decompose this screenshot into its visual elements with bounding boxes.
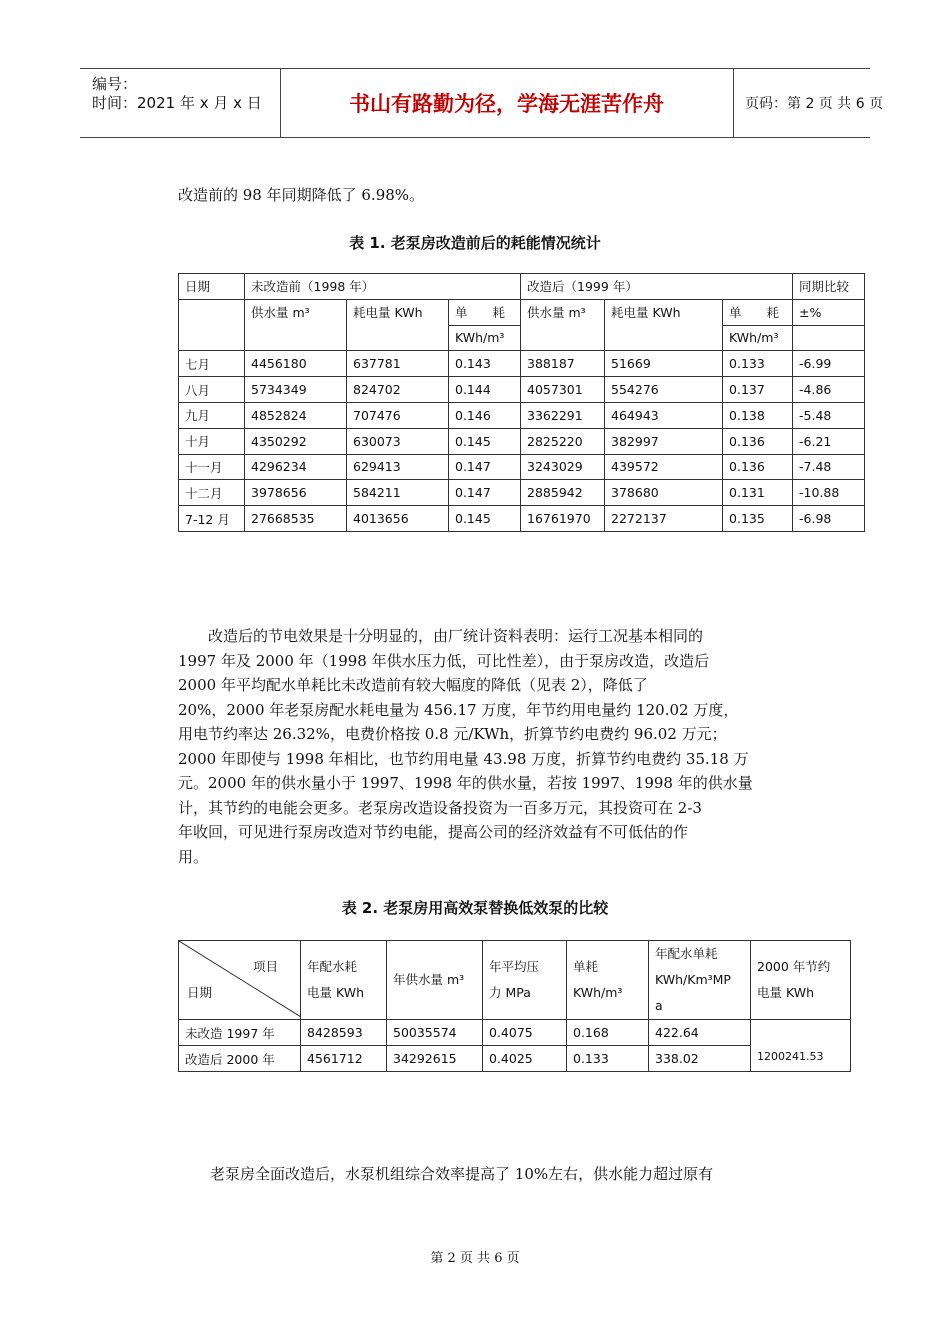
table-cell: 2272137 bbox=[605, 506, 723, 532]
table-row bbox=[179, 351, 865, 377]
table-cell: 464943 bbox=[605, 402, 723, 428]
table-cell: 5734349 bbox=[245, 377, 347, 403]
header-annual-power: 年配水耗 电量 KWh bbox=[301, 941, 387, 1020]
header-meta bbox=[80, 69, 281, 137]
table-cell: 0.146 bbox=[449, 402, 521, 428]
diagonal-header-cell bbox=[179, 941, 301, 1020]
table-row bbox=[179, 402, 865, 428]
table-cell: 0.136 bbox=[723, 454, 793, 480]
table-cell: 2825220 bbox=[521, 428, 605, 454]
page-footer: 第 2 页 共 6 页 bbox=[430, 1251, 520, 1266]
diag-item-label: 项目 bbox=[252, 959, 278, 974]
doc-number-label: 编号： bbox=[92, 75, 138, 93]
table-cell: 3362291 bbox=[521, 402, 605, 428]
table-cell: -5.48 bbox=[793, 402, 865, 428]
table-cell: 637781 bbox=[347, 351, 449, 377]
table-cell: 51669 bbox=[605, 351, 723, 377]
table-cell: 0.144 bbox=[449, 377, 521, 403]
header-pct: ±% bbox=[793, 299, 865, 325]
table-cell: 0.137 bbox=[723, 377, 793, 403]
table-cell: 388187 bbox=[521, 351, 605, 377]
table-row bbox=[179, 506, 865, 532]
table-row: 改造后 2000 年 4561712 34292615 0.4025 0.133 338.02 bbox=[179, 1046, 851, 1072]
table-cell: 4350292 bbox=[245, 428, 347, 454]
table-cell: 十一月 bbox=[179, 454, 245, 480]
header-saving-2000: 2000 年节约 电量 KWh bbox=[751, 941, 851, 1020]
header-water-2: 供水量 m³ bbox=[521, 299, 605, 325]
table-cell: 0.131 bbox=[723, 480, 793, 506]
diagonal-line bbox=[179, 941, 301, 1017]
table-cell: 0.147 bbox=[449, 454, 521, 480]
table-cell: 4013656 bbox=[347, 506, 449, 532]
table-cell: 0.133 bbox=[723, 351, 793, 377]
paragraph-line: 2000 年即使与 1998 年相比，也节约用电量 43.98 万度，折算节约电费约 35.18 万 bbox=[178, 749, 749, 768]
closing-line: 老泵房全面改造后，水泵机组综合效率提高了 10%左右，供水能力超过原有 bbox=[210, 1165, 714, 1183]
table-cell: -6.98 bbox=[793, 506, 865, 532]
header-avg-pressure: 年平均压 力 MPa bbox=[483, 941, 567, 1020]
table-cell: 八月 bbox=[179, 377, 245, 403]
saving-value: 1200241.53 bbox=[751, 1020, 851, 1072]
paragraph-line: 2000 年平均配水单耗比未改造前有较大幅度的降低（见表 2），降低了 bbox=[178, 676, 648, 694]
header-before: 未改造前（1998 年） bbox=[245, 274, 521, 300]
table-cell: 16761970 bbox=[521, 506, 605, 532]
table-row bbox=[179, 377, 865, 403]
table-cell: -6.21 bbox=[793, 428, 865, 454]
header-distribution-unit: 年配水单耗 KWh/Km³MP a bbox=[649, 941, 751, 1020]
body-paragraph bbox=[178, 624, 778, 869]
header-unit-bottom-2: KWh/m³ bbox=[723, 325, 793, 351]
table-row bbox=[179, 454, 865, 480]
table-row bbox=[179, 480, 865, 506]
table-cell: 554276 bbox=[605, 377, 723, 403]
paragraph-line: 改造后的节电效果是十分明显的，由厂统计资料表明：运行工况基本相同的 bbox=[208, 627, 704, 645]
table1-header-row-2 bbox=[179, 299, 865, 325]
table-cell: 707476 bbox=[347, 402, 449, 428]
paragraph-line: 1997 年及 2000 年（1998 年供水压力低，可比性差），由于泵房改造，改造后 bbox=[178, 651, 710, 670]
table-cell: -6.99 bbox=[793, 351, 865, 377]
table-cell: 十二月 bbox=[179, 480, 245, 506]
table-cell: 378680 bbox=[605, 480, 723, 506]
header-unit-top-2: 单 耗 bbox=[723, 299, 793, 325]
paragraph-line: 计，其节约的电能会更多。老泵房改造设备投资为一百多万元，其投资可在 2-3 bbox=[178, 798, 702, 817]
table-cell: 十月 bbox=[179, 428, 245, 454]
header-unit-consumption: 单耗 KWh/m³ bbox=[567, 941, 649, 1020]
table-cell: 0.145 bbox=[449, 428, 521, 454]
table-cell: 3978656 bbox=[245, 480, 347, 506]
table-cell: 3243029 bbox=[521, 454, 605, 480]
header-compare: 同期比较 bbox=[793, 274, 865, 300]
paragraph-line: 用电节约率达 26.32%，电费价格按 0.8 元/KWh，折算节约电费约 96.02 万元； bbox=[178, 725, 727, 743]
table-row bbox=[179, 428, 865, 454]
table-cell: -4.86 bbox=[793, 377, 865, 403]
header-power: 耗电量 KWh bbox=[347, 299, 449, 325]
table-cell: 4057301 bbox=[521, 377, 605, 403]
table-cell: 0.136 bbox=[723, 428, 793, 454]
table-cell: -10.88 bbox=[793, 480, 865, 506]
table-cell: 0.135 bbox=[723, 506, 793, 532]
table-cell: 0.143 bbox=[449, 351, 521, 377]
table-cell: 382997 bbox=[605, 428, 723, 454]
paragraph-line: 元。2000 年的供水量小于 1997、1998 年的供水量，若按 1997、1998 年的供水量 bbox=[178, 774, 753, 792]
table-cell: 439572 bbox=[605, 454, 723, 480]
header-after: 改造后（1999 年） bbox=[521, 274, 793, 300]
table-cell: 4296234 bbox=[245, 454, 347, 480]
paragraph-line: 用。 bbox=[178, 847, 209, 866]
table-cell: -7.48 bbox=[793, 454, 865, 480]
table-cell: 27668535 bbox=[245, 506, 347, 532]
header-page-info: 页码：第 2 页 共 6 页 bbox=[745, 96, 884, 112]
header-unit-bottom: KWh/m³ bbox=[449, 325, 521, 351]
table-cell: 0.145 bbox=[449, 506, 521, 532]
table-cell: 0.138 bbox=[723, 402, 793, 428]
header-motto: 书山有路勤为径，学海无涯苦作舟 bbox=[280, 69, 734, 137]
table-cell: 九月 bbox=[179, 402, 245, 428]
header-water: 供水量 m³ bbox=[245, 299, 347, 325]
paragraph-line: 20%，2000 年老泵房配水耗电量为 456.17 万度，年节约用电量约 120.02 万度， bbox=[178, 700, 739, 719]
intro-line: 改造前的 98 年同期降低了 6.98%。 bbox=[178, 186, 425, 204]
page-header bbox=[80, 68, 884, 138]
doc-date-label: 时间：2021 年 x 月 x 日 bbox=[92, 94, 262, 112]
table1-caption: 表 1. 老泵房改造前后的耗能情况统计 bbox=[349, 234, 601, 252]
table-cell: 824702 bbox=[347, 377, 449, 403]
table2-caption: 表 2. 老泵房用高效泵替换低效泵的比较 bbox=[341, 899, 609, 917]
table-cell: 4456180 bbox=[245, 351, 347, 377]
header-annual-water: 年供水量 m³ bbox=[387, 941, 483, 1020]
header-date: 日期 bbox=[179, 274, 245, 300]
paragraph-line: 年收回，可见进行泵房改造对节约电能，提高公司的经济效益有不可低估的作 bbox=[178, 823, 689, 841]
table-cell: 0.147 bbox=[449, 480, 521, 506]
diag-date-label: 日期 bbox=[187, 985, 213, 1000]
table-cell: 630073 bbox=[347, 428, 449, 454]
table-cell: 七月 bbox=[179, 351, 245, 377]
table2-header-row bbox=[179, 941, 851, 1020]
table-cell: 7-12 月 bbox=[179, 506, 245, 532]
table-row: 未改造 1997 年 8428593 50035574 0.4075 0.168 422.64 1200241.53 bbox=[179, 1020, 851, 1046]
table1-header-row-3 bbox=[179, 325, 865, 351]
table1-body bbox=[179, 351, 865, 532]
table1-header-row-1 bbox=[179, 274, 865, 300]
header-power-2: 耗电量 KWh bbox=[605, 299, 723, 325]
table-cell: 584211 bbox=[347, 480, 449, 506]
table-cell: 4852824 bbox=[245, 402, 347, 428]
table-cell: 629413 bbox=[347, 454, 449, 480]
table-cell: 2885942 bbox=[521, 480, 605, 506]
header-unit-top: 单 耗 bbox=[449, 299, 521, 325]
pump-comparison-table bbox=[178, 940, 851, 1072]
energy-consumption-table bbox=[178, 273, 865, 532]
